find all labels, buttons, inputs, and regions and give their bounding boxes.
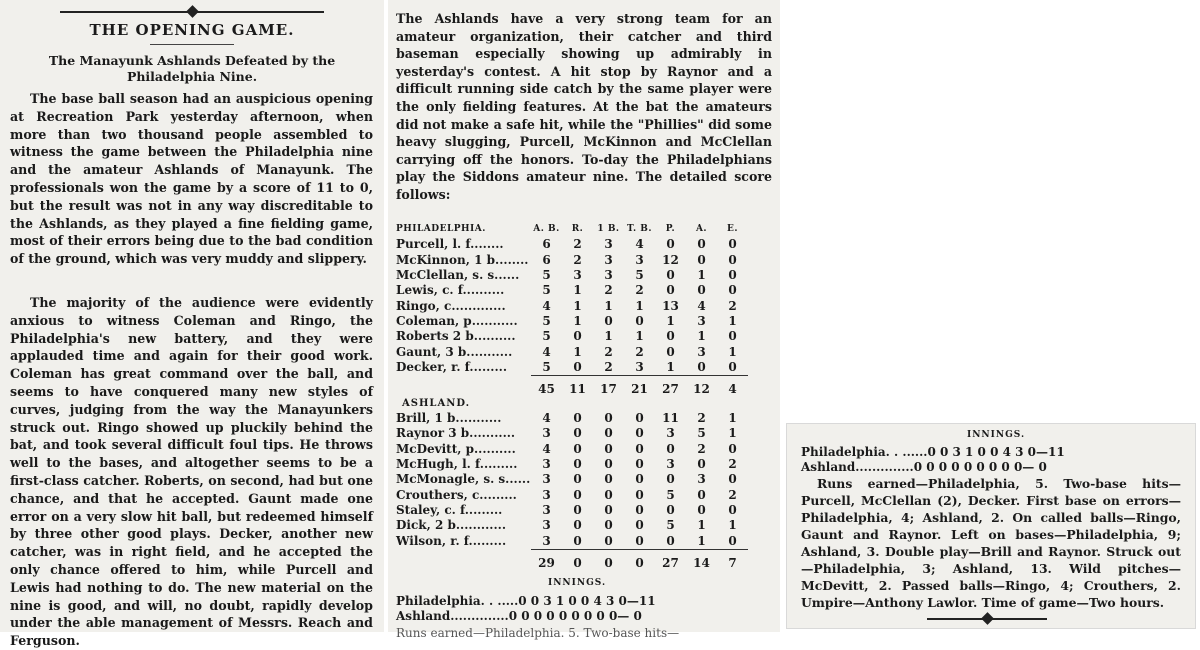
stat-cell: 5 [542,313,551,328]
player-name: Staley, c. f......... [396,502,503,517]
player-name: Raynor 3 b........... [396,426,516,441]
totals-row [396,549,748,574]
stat-cell: 0 [573,518,582,533]
stat-cell: 3 [666,457,675,472]
stat-cell: 0 [562,549,593,574]
table-row [396,329,748,344]
stat-cell: 3 [604,237,613,252]
stat-cell: 4 [542,441,551,456]
stat-cell: 0 [635,426,644,441]
stat-cell: 0 [728,533,737,548]
stat-cell: 0 [728,252,737,267]
stat-cell: 5 [542,359,551,374]
stat-cell: 5 [542,268,551,283]
table-row [396,411,748,426]
article-subtitle: The Manayunk Ashlands Defeated by the Philadelphia Nine. [48,53,336,84]
stat-cell: 0 [635,457,644,472]
stat-cell: 2 [728,298,737,313]
stat-cell: 4 [542,411,551,426]
stat-cell: 1 [697,533,706,548]
stat-cell: 2 [604,344,613,359]
table-row [396,298,748,313]
stat-cell: 3 [697,472,706,487]
stat-cell: 0 [593,549,624,574]
stat-cell: 0 [697,457,706,472]
paragraph-one-text: The base ball season had an auspicious opening at Recreation Park yesterday afternoon, when more than two thousand people assembled to witness the game between the Philadelphia nine and the amateur Ashlands of Manayunk. The professionals won the game by a score of 11 to 0, but the result was not in any way discreditable to the Ashlands, as they played a fine fielding game, most of their errors being due to the bad condition of the ground, which was very muddy and slippery. [10,91,373,267]
column-two [388,0,780,640]
paragraph-two [10,294,373,650]
game-summary-text: Runs earned—Philadelphia, 5. Two-base hits—Purcell, McClellan (2), Decker. First base on errors—Philadelphia, 4; Ashland, 2. On called balls—Ringo, Gaunt and Raynor. Left on bases—Philadelphia, 9; Ashland, 3. Double play—Brill and Raynor. Struck out—Philadelphia, 3; Ashland, 13. Wild pitches—McDevitt, 2. Passed balls—Ringo, 4; Crouthers, 2. Umpire—Anthony Lawlor. Time of game—Two hours. [801,476,1181,610]
stat-cell: 5 [635,268,644,283]
stat-cell: 0 [697,502,706,517]
innings-heading: INNINGS. [548,578,607,588]
stat-cell: 3 [542,472,551,487]
stat-cell: 0 [697,237,706,252]
stat-cell: 1 [728,313,737,328]
stat-cell: 0 [573,502,582,517]
stat-cell: 0 [604,518,613,533]
stat-cell: 3 [542,457,551,472]
column-one [0,0,384,649]
stat-cell: 0 [604,487,613,502]
table-row [396,360,748,376]
stat-cell: 1 [697,268,706,283]
ashland-box-score [396,411,748,574]
stat-cell: 4 [542,344,551,359]
stat-cell: 2 [604,359,613,374]
stat-cell: 4 [697,298,706,313]
stat-cell: 0 [728,472,737,487]
stat-cell: 14 [686,549,717,574]
clip-innings-philadelphia: Philadelphia. . ......0 0 3 1 0 0 4 3 0—11 [801,445,1065,459]
stat-cell: 27 [655,549,686,574]
stat-cell: 27 [655,375,686,400]
table-row [396,237,748,252]
stat-cell: 0 [666,237,675,252]
player-name: McMonagle, s. s...... [396,472,531,487]
table-row [396,344,748,359]
stat-cell: 0 [604,457,613,472]
column-header: R. [571,224,584,235]
stat-cell: 3 [573,268,582,283]
stat-cell: 0 [604,533,613,548]
stat-cell: 0 [666,441,675,456]
table-row [396,533,748,549]
table-row [396,518,748,533]
player-name: McDevitt, p.......... [396,441,516,456]
stat-cell: 3 [604,252,613,267]
stat-cell: 1 [573,283,582,298]
player-name: Coleman, p........... [396,313,518,328]
stat-cell: 0 [635,411,644,426]
stat-cell: 3 [542,426,551,441]
stat-cell: 0 [666,472,675,487]
column-header: 1 B. [597,224,620,235]
stat-cell: 3 [635,252,644,267]
stat-cell: 0 [573,441,582,456]
table-row [396,503,748,518]
stat-cell: 0 [635,518,644,533]
stat-cell: 0 [604,441,613,456]
stat-cell: 6 [542,237,551,252]
table-row [396,472,748,487]
stat-cell: 4 [542,298,551,313]
stat-cell: 0 [573,457,582,472]
player-name: Gaunt, 3 b........... [396,344,513,359]
stat-cell: 2 [697,411,706,426]
top-rule [60,11,324,13]
stat-cell: 0 [573,411,582,426]
player-name: Decker, r. f......... [396,360,508,375]
stat-cell: 12 [662,252,679,267]
stat-cell: 17 [593,375,624,400]
stat-cell: 0 [573,359,582,374]
stat-cell: 0 [666,344,675,359]
stat-cell: 5 [542,283,551,298]
stat-cell: 0 [635,502,644,517]
stat-cell: 0 [604,411,613,426]
stat-cell: 11 [662,411,679,426]
stat-cell: 5 [666,487,675,502]
stat-cell: 1 [573,298,582,313]
totals-row [396,375,748,400]
stat-cell: 0 [666,329,675,344]
column-header: T. B. [626,224,653,235]
stat-cell: 2 [635,283,644,298]
player-name: McKinnon, 1 b........ [396,252,529,267]
stat-cell: 0 [728,329,737,344]
table-row [396,253,748,268]
stat-cell: 21 [624,375,655,400]
stat-cell: 0 [604,472,613,487]
table-row [396,457,748,472]
stat-cell: 0 [728,359,737,374]
stat-cell: 0 [573,487,582,502]
stat-cell: 7 [717,549,748,574]
column-header: A. B. [533,224,560,235]
article-title: THE OPENING GAME. [89,21,295,39]
stat-cell: 2 [604,283,613,298]
stat-cell: 29 [531,549,562,574]
box-score-header [396,222,748,237]
stat-cell: 0 [604,313,613,328]
stat-cell: 3 [697,344,706,359]
column-header: A. [695,224,708,235]
clip-innings-ashland: Ashland..............0 0 0 0 0 0 0 0 0— 0 [801,460,1047,474]
ashland-label: ASHLAND. [402,398,471,409]
clip-innings-heading: INNINGS. [967,430,1026,440]
innings-ashland: Ashland..............0 0 0 0 0 0 0 0 0— 0 [396,609,642,623]
bottom-rule [927,618,1047,620]
stat-cell: 1 [573,313,582,328]
table-row [396,283,748,298]
stat-cell: 2 [573,237,582,252]
stat-cell: 4 [717,375,748,400]
game-summary [801,475,1181,611]
stat-cell: 3 [635,359,644,374]
stat-cell: 3 [542,518,551,533]
stat-cell: 0 [728,237,737,252]
stat-cell: 0 [604,426,613,441]
player-name [396,549,531,574]
table-row [396,314,748,329]
stat-cell: 1 [604,298,613,313]
stat-cell: 1 [697,329,706,344]
clipping-innings-summary [786,423,1196,629]
stat-cell: 0 [573,329,582,344]
player-name: McClellan, s. s...... [396,268,520,283]
stat-cell: 5 [666,518,675,533]
stat-cell: 0 [697,283,706,298]
paragraph-two-text: The majority of the audience were evidently anxious to witness Coleman and Ringo, the Philadelphia's new battery, and they were applauded time and again for their good work. Coleman has great command over the ball, and seems to have conquered many new styles of curves, judging from the way the Manayunkers struck out. Ringo showed up pluckily behind the bat, and took several difficult foul tips. He throws well to the bases, and altogether seems to be a first-class catcher. Roberts, on second, had but one chance, and that he accepted. Gaunt made one error on a very slow hit ball, but redeemed himself by three other good plays. Decker, another new catcher, was in right field, and he accepted the only chance offered to him, while Purcell and Lewis had nothing to do. The new material on the nine is good, and will, no doubt, rapidly develop under the able management of Messrs. Reach and Ferguson. [10,295,373,649]
stat-cell: 0 [635,472,644,487]
stat-cell: 11 [562,375,593,400]
table-row [396,268,748,283]
table-row [396,487,748,502]
stat-cell: 1 [697,518,706,533]
innings-philadelphia: Philadelphia. . .....0 0 3 1 0 0 4 3 0—11 [396,594,656,608]
paragraph-one [10,90,373,268]
stat-cell: 6 [542,252,551,267]
player-name: Crouthers, c......... [396,487,517,502]
table-row [396,442,748,457]
stat-cell: 1 [635,298,644,313]
stat-cell: 1 [573,344,582,359]
stat-cell: 12 [686,375,717,400]
player-name: Brill, 1 b........... [396,411,502,426]
stat-cell: 3 [542,502,551,517]
stat-cell: 1 [666,359,675,374]
stat-cell: 5 [542,329,551,344]
stat-cell: 0 [666,268,675,283]
stat-cell: 2 [728,487,737,502]
stat-cell: 1 [666,313,675,328]
player-name: Roberts 2 b.......... [396,329,516,344]
stat-cell: 0 [697,487,706,502]
stat-cell: 4 [635,237,644,252]
stat-cell: 0 [697,252,706,267]
stat-cell: 3 [542,533,551,548]
table-row [396,426,748,441]
stat-cell: 45 [531,375,562,400]
paragraph-three: The Ashlands have a very strong team for an amateur organization, their catcher and third baseman especially showing up admirably in yesterday's contest. A hit stop by Raynor and a difficult running side catch by the same player were the only fielding features. At the bat the amateurs did not make a safe hit, while the "Phillies" did some heavy slugging, Purcell, McKinnon and McClellan carrying off the honors. To-day the Philadelphians play the Siddons amateur nine. The detailed score follows: [396,11,772,202]
stat-cell: 0 [697,359,706,374]
stat-cell: 0 [635,441,644,456]
stat-cell: 0 [666,533,675,548]
stat-cell: 0 [635,487,644,502]
philadelphia-box-score [396,222,748,400]
player-name: McHugh, l. f......... [396,457,518,472]
stat-cell: 0 [635,533,644,548]
stat-cell: 1 [635,329,644,344]
stat-cell: 1 [728,344,737,359]
stat-cell: 1 [728,426,737,441]
stat-cell: 3 [604,268,613,283]
stat-cell: 0 [728,268,737,283]
stat-cell: 0 [728,441,737,456]
stat-cell: 0 [573,426,582,441]
stat-cell: 0 [728,502,737,517]
stat-cell: 1 [728,518,737,533]
player-name: Dick, 2 b............ [396,518,506,533]
stat-cell: 0 [604,502,613,517]
player-name: Purcell, l. f........ [396,237,504,252]
stat-cell: 3 [666,426,675,441]
stat-cell: 1 [604,329,613,344]
stat-cell: 0 [666,283,675,298]
player-name: Lewis, c. f.......... [396,283,505,298]
stat-cell: 0 [666,502,675,517]
stat-cell: 0 [573,533,582,548]
stat-cell: 3 [542,487,551,502]
stat-cell: 5 [697,426,706,441]
stat-cell: 0 [635,313,644,328]
stat-cell: 0 [573,472,582,487]
column-header: PHILADELPHIA. [396,224,486,235]
stat-cell: 2 [573,252,582,267]
stat-cell: 0 [624,549,655,574]
stat-cell: 13 [662,298,679,313]
player-name: Wilson, r. f......... [396,533,507,548]
stat-cell: 2 [697,441,706,456]
player-name: Ringo, c............. [396,298,506,313]
column-header: P. [665,224,676,235]
stat-cell: 0 [728,283,737,298]
player-name [396,375,531,400]
title-divider [150,44,234,45]
column-header: E. [727,224,738,235]
cut-off-line: Runs earned—Philadelphia. 5. Two-base hits— [396,626,680,640]
stat-cell: 2 [728,457,737,472]
stat-cell: 2 [635,344,644,359]
stat-cell: 1 [728,411,737,426]
stat-cell: 3 [697,313,706,328]
